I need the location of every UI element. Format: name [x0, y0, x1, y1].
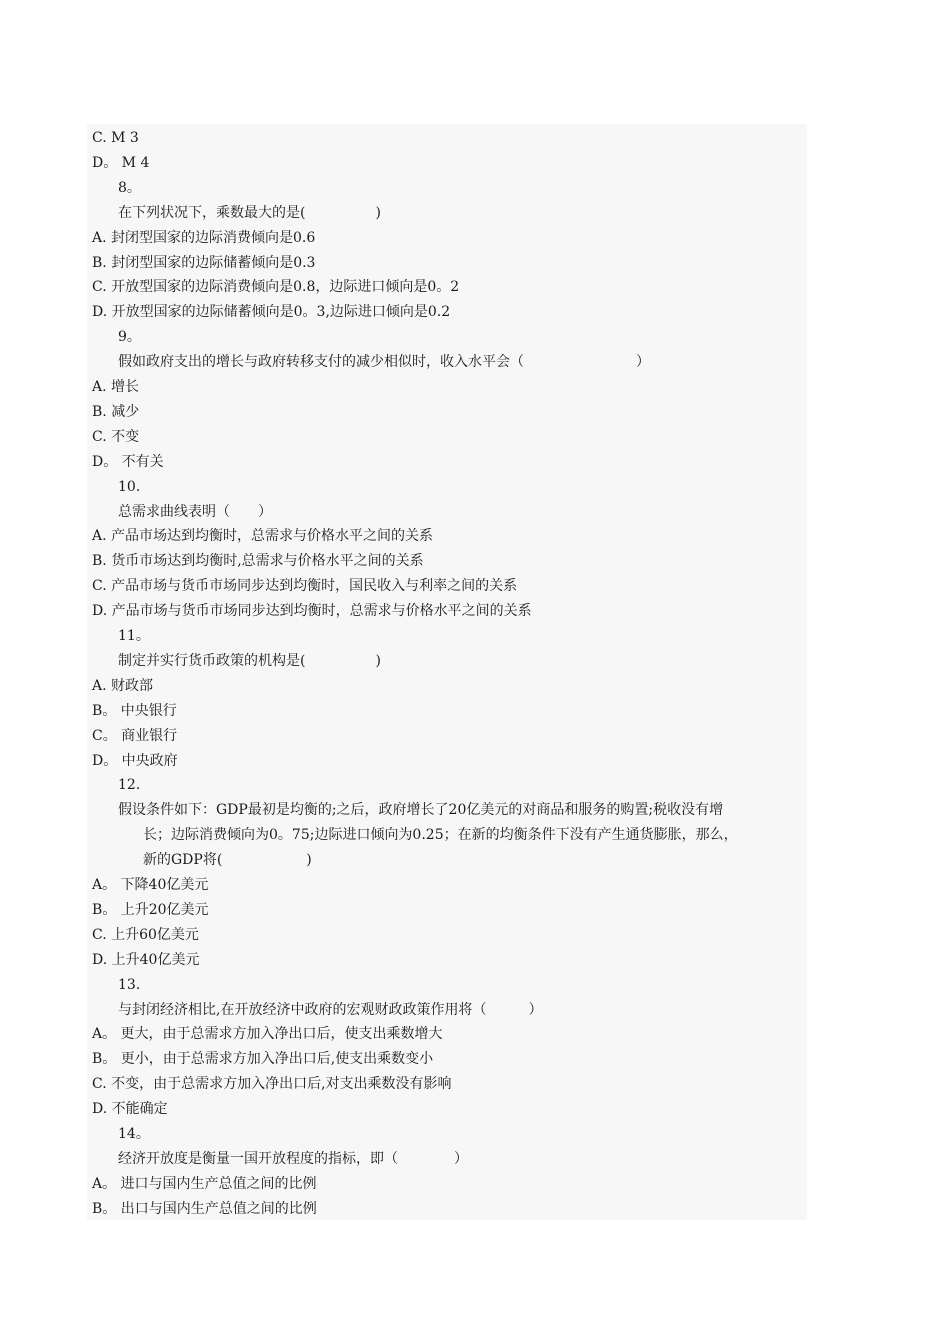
answer-option: C. 不变	[92, 428, 140, 445]
answer-option: C. M 3	[92, 130, 139, 146]
answer-option: A. 增长	[92, 379, 140, 395]
question-number: 12.	[118, 777, 141, 794]
question-number: 14。	[118, 1126, 150, 1142]
question-text: 与封闭经济相比,在开放经济中政府的宏观财政政策作用将（ ）	[118, 1001, 543, 1018]
question-text-continued: 新的GDP将( )	[143, 852, 312, 869]
answer-option: B. 减少	[92, 403, 140, 420]
question-number: 13.	[118, 976, 141, 993]
answer-option: D. 不能确定	[92, 1101, 168, 1118]
document-page	[87, 124, 807, 1220]
answer-option: C. 开放型国家的边际消费倾向是0.8，边际进口倾向是0。2	[92, 279, 460, 296]
answer-option: D。 中央政府	[92, 752, 178, 769]
answer-option: D。 M 4	[92, 154, 150, 171]
question-text-continued: 长；边际消费倾向为0。75;边际进口倾向为0.25；在新的均衡条件下没有产生通货膨胀，那么，	[143, 827, 738, 844]
answer-option: B。 中央银行	[92, 702, 177, 719]
question-text: 假设条件如下：GDP最初是均衡的;之后，政府增长了20亿美元的对商品和服务的购置;税收没有增	[118, 802, 724, 819]
question-number: 11。	[118, 628, 150, 644]
answer-option: B。 出口与国内生产总值之间的比例	[92, 1200, 317, 1217]
question-number: 8。	[118, 179, 141, 196]
question-number: 9。	[118, 329, 141, 346]
question-text: 制定并实行货币政策的机构是( )	[118, 652, 381, 669]
question-number: 10.	[118, 478, 141, 495]
question-text: 总需求曲线表明（ ）	[118, 503, 272, 520]
answer-option: A. 封闭型国家的边际消费倾向是0.6	[92, 229, 316, 246]
answer-option: A。 更大，由于总需求方加入净出口后，使支出乘数增大	[92, 1026, 443, 1043]
answer-option: A. 产品市场达到均衡时，总需求与价格水平之间的关系	[92, 528, 434, 545]
answer-option: C. 产品市场与货币市场同步达到均衡时，国民收入与利率之间的关系	[92, 578, 518, 595]
answer-option: C。 商业银行	[92, 727, 178, 744]
answer-option: D. 开放型国家的边际储蓄倾向是0。3,边际进口倾向是0.2	[92, 304, 451, 321]
answer-option: D。 不有关	[92, 453, 164, 470]
answer-option: A. 财政部	[92, 677, 154, 694]
answer-option: A。 下降40亿美元	[92, 877, 209, 893]
answer-option: B。 更小，由于总需求方加入净出口后,使支出乘数变小	[92, 1051, 434, 1068]
answer-option: D. 产品市场与货币市场同步达到均衡时，总需求与价格水平之间的关系	[92, 603, 532, 620]
answer-option: B。 上升20亿美元	[92, 901, 209, 918]
answer-option: C. 上升60亿美元	[92, 926, 199, 943]
answer-option: D. 上升40亿美元	[92, 951, 200, 968]
answer-option: B. 货币市场达到均衡时,总需求与价格水平之间的关系	[92, 553, 424, 570]
answer-option: B. 封闭型国家的边际储蓄倾向是0.3	[92, 254, 316, 271]
question-text: 经济开放度是衡量一国开放程度的指标，即（ ）	[118, 1150, 468, 1167]
answer-option: A。 进口与国内生产总值之间的比例	[92, 1175, 317, 1192]
question-text: 在下列状况下，乘数最大的是( )	[118, 204, 381, 221]
answer-option: C. 不变，由于总需求方加入净出口后,对支出乘数没有影响	[92, 1076, 452, 1093]
question-text: 假如政府支出的增长与政府转移支付的减少相似时，收入水平会（ ）	[118, 354, 650, 371]
